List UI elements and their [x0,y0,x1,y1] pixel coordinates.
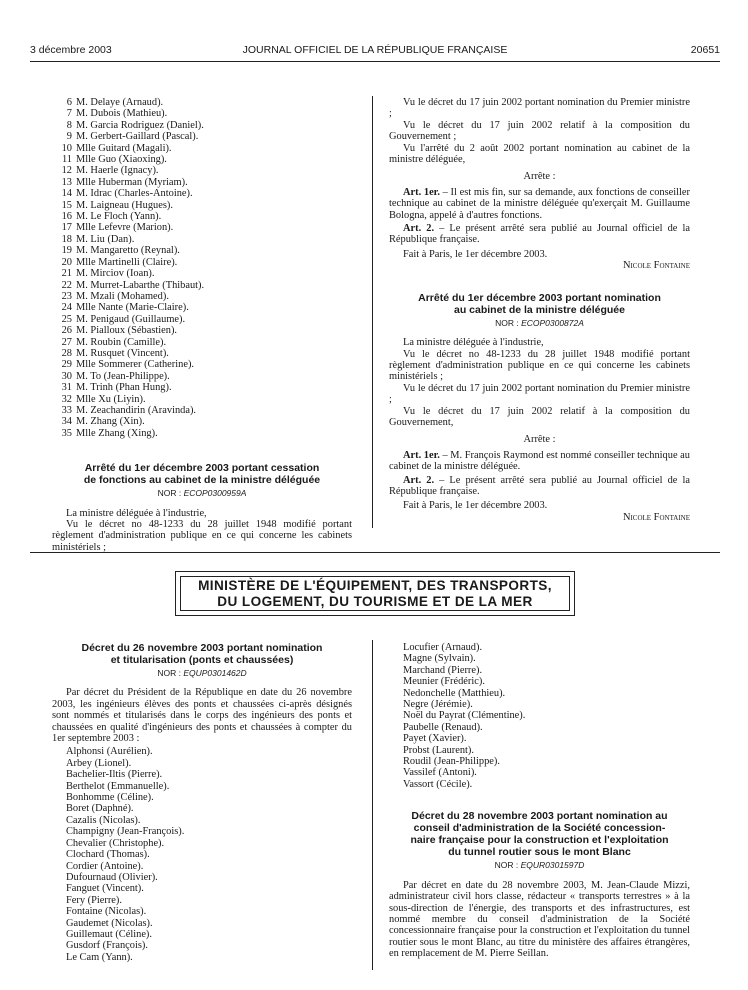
list-item-number: 22 [61,279,72,291]
list-item [52,143,352,154]
list-item-text: M. Pialloux (Sébastien). [76,325,178,337]
list-item [52,211,352,222]
list-item: Fanguet (Vincent). [66,883,144,895]
lower-right-column [389,642,690,960]
list-item-text: M. Zeachandirin (Aravinda). [76,404,197,416]
list-item: Meunier (Frédéric). [403,676,485,688]
list-item-text: M. Garcia Rodriguez (Daniel). [76,119,204,131]
decret-titularisation-title: Décret du 26 novembre 2003 portant nomination et titularisation (ponts et chaussées) [81,642,323,666]
list-item-number: 35 [61,427,72,439]
list-item: Fery (Pierre). [66,894,122,906]
list-item: Probst (Laurent). [403,744,474,756]
column-divider-top [372,96,373,528]
arrete-cessation-title: Arrêté du 1er décembre 2003 portant cessation de fonctions au cabinet de la ministre déléguée [83,462,321,487]
list-item: Alphonsi (Aurélien). [66,746,153,758]
list-item: Le Cam (Yann). [66,951,133,963]
article-2: Art. 2. – Le présent arrêté sera publié au Journal officiel de la République française. [389,223,690,246]
list-item [52,371,352,382]
paragraph: Vu le décret du 17 juin 2002 portant nomination du Premier ministre ; [389,97,690,120]
list-item-number: 7 [66,108,72,120]
list-item-text: Mlle Guitard (Magali). [76,142,172,154]
list-item-number: 24 [61,302,72,314]
list-item: Payet (Xavier). [403,733,467,745]
list-item [52,337,352,348]
list-item-text: M. Mirciov (Ioan). [76,268,155,280]
list-item-number: 8 [66,119,72,131]
list-item-number: 13 [61,176,72,188]
list-item [52,154,352,165]
list-item-text: M. Zhang (Xin). [76,416,145,428]
list-item: Cordier (Antoine). [66,860,144,872]
list-item [52,188,352,199]
decret-tunnel-title: Décret du 28 novembre 2003 portant nomination au conseil d'administration de la Société concession- naire française pour la construction et l'exploitation du tunnel routier sous le mont Blanc [410,810,669,859]
paragraph: Par décret en date du 28 novembre 2003, M. Jean-Claude Mizzi, administrateur civil hors classe, rédacteur « transports terrestres » à la sous-direction de l'énergie, des transports et des infrastructures, est nommé membre du conseil d'administration de la Société concessionnaire française pour la construction et l'exploitation du tunnel routier sous le mont Blanc, au titre du ministère des affaires étrangères, en remplacement de M. Pierre Seillan. [389,879,690,960]
list-item-number: 12 [61,165,72,177]
paragraph: Vu le décret no 48-1233 du 28 juillet 1948 modifié portant règlement d'administration publique en ce qui concerne les cabinets ministériels ; [389,348,690,383]
list-item-number: 28 [61,347,72,359]
list-item-text: M. Laigneau (Hugues). [76,199,173,211]
list-item: Roudil (Jean-Philippe). [403,756,500,768]
list-item-number: 6 [66,97,72,108]
list-item [52,359,352,370]
decret-tunnel-nor: NOR : EQUR0301597D [494,860,585,871]
list-item-number: 18 [61,233,72,245]
list-item [52,348,352,359]
ministry-name-line2: DU LOGEMENT, DU TOURISME ET DE LA MER [217,593,533,609]
list-item-text: M. Mangaretto (Reynal). [76,245,180,257]
list-item [52,302,352,313]
list-item-number: 20 [61,256,72,268]
list-item-text: Mlle Nante (Marie-Claire). [76,302,189,314]
arrete-heading: Arrête : [523,171,556,183]
list-item [52,177,352,188]
list-item-number: 10 [61,142,72,154]
article-1: Art. 1er. – M. François Raymond est nommé conseiller technique au cabinet de la ministre déléguée. [389,449,690,473]
list-item-number: 15 [61,199,72,211]
list-item: Locufier (Arnaud). [403,642,483,653]
list-item: Fontaine (Nicolas). [66,906,147,918]
arrete-heading: Arrête : [523,434,556,446]
appointee-list [52,97,352,439]
list-item-number: 11 [61,154,72,166]
article-1: Art. 1er. – Il est mis fin, sur sa demande, aux fonctions de conseiller technique au cabinet de la ministre déléguée qu'exerçait M. Guillaume Bologna, appelé à d'autres fonctions. [389,186,690,221]
list-item [52,222,352,233]
paragraph: Vu le décret no 48-1233 du 28 juillet 1948 modifié portant règlement d'administration publique en ce qui concerne les cabinets ministériels ; [52,519,352,553]
engineer-name-list [52,746,352,963]
list-item: Gusdorf (François). [66,940,148,952]
list-item-text: Mlle Martinelli (Claire). [76,256,178,268]
paragraph: Par décret du Président de la République en date du 26 novembre 2003, les ingénieurs élèves des ponts et chaussées ci-après désignés sont nommés et titularisés dans le corps des ingénieurs des ponts et chaussées en qualité d'ingénieurs des ponts et chaussées à compter du 1er septembre 2003 : [52,687,352,745]
list-item-text: Mlle Lefevre (Marion). [76,222,174,234]
list-item-number: 14 [61,188,72,200]
list-item-text: M. Penigaud (Guillaume). [76,313,186,325]
signature: Nicole Fontaine [622,511,690,523]
list-item: Champigny (Jean-François). [66,826,185,838]
list-item: Bachelier-Iltis (Pierre). [66,769,163,781]
list-item [52,234,352,245]
list-item-text: Mlle Guo (Xiaoxing). [76,154,167,166]
list-item [52,280,352,291]
decret-titularisation-nor: NOR : EQUP0301462D [157,668,247,678]
fait-a-paris: Fait à Paris, le 1er décembre 2003. [403,500,548,512]
list-item-number: 26 [61,325,72,337]
list-item: Vassilef (Antoni). [403,767,477,779]
list-item: Berthelot (Emmanuelle). [66,780,170,792]
ministry-banner [175,571,575,616]
list-item-number: 32 [61,393,72,405]
list-item-text: M. To (Jean-Philippe). [76,370,170,382]
list-item-text: Mlle Sommerer (Catherine). [76,359,195,371]
list-item-text: Mlle Xu (Liyin). [76,393,146,405]
running-header [30,44,720,58]
list-item-number: 25 [61,313,72,325]
column-divider-bottom [372,640,373,970]
engineer-name-list-continued [389,642,690,790]
list-item-text: M. Delaye (Arnaud). [76,97,164,108]
list-item-text: M. Trinh (Phan Hung). [76,382,172,394]
arrete-nomination-title: Arrêté du 1er décembre 2003 portant nomination au cabinet de la ministre déléguée [418,291,661,316]
list-item [52,382,352,393]
list-item: Arbey (Lionel). [66,757,132,769]
list-item-number: 19 [61,245,72,257]
paragraph: La ministre déléguée à l'industrie, [403,337,544,349]
list-item [52,245,352,256]
list-item [52,405,352,416]
list-item [52,314,352,325]
upper-left-column [52,97,352,553]
list-item: Nedonchelle (Matthieu). [403,687,506,699]
list-item-text: Mlle Huberman (Myriam). [76,176,188,188]
arrete-nomination-nor: NOR : ECOP0300872A [495,317,584,328]
list-item: Cazalis (Nicolas). [66,814,141,826]
header-page-number: 20651 [690,44,720,56]
list-item [52,257,352,268]
list-item [52,120,352,131]
list-item [52,325,352,336]
header-journal-title: JOURNAL OFFICIEL DE LA RÉPUBLIQUE FRANÇAISE [242,44,508,56]
fait-a-paris: Fait à Paris, le 1er décembre 2003. [403,248,548,260]
list-item [52,200,352,211]
list-item: Bonhomme (Céline). [66,792,154,804]
list-item-text: M. Roubin (Camille). [76,336,167,348]
list-item: Guillemaut (Céline). [66,928,152,940]
list-item-number: 27 [61,336,72,348]
list-item-text: M. Murret-Labarthe (Thibaut). [76,279,205,291]
signature: Nicole Fontaine [622,260,690,272]
list-item [52,416,352,427]
article-2: Art. 2. – Le présent arrêté sera publié au Journal officiel de la République française. [389,474,690,497]
list-item-text: M. Dubois (Mathieu). [76,108,168,120]
list-item-text: M. Gerbert-Gaillard (Pascal). [76,131,199,143]
list-item-number: 33 [61,404,72,416]
ministry-name-line1: MINISTÈRE DE L'ÉQUIPEMENT, DES TRANSPORTS, [198,577,552,593]
list-item [52,268,352,279]
list-item-number: 9 [66,131,72,143]
list-item-text: M. Idrac (Charles-Antoine). [76,188,193,200]
header-date: 3 décembre 2003 [30,44,112,56]
list-item: Magne (Sylvain). [403,653,476,665]
list-item [52,165,352,176]
list-item [52,131,352,142]
list-item-number: 23 [61,290,72,302]
list-item: Chevalier (Christophe). [66,837,165,849]
list-item-number: 29 [61,359,72,371]
list-item-text: M. Rusquet (Vincent). [76,347,169,359]
list-item-number: 30 [61,370,72,382]
list-item: Negre (Jérémie). [403,699,473,711]
list-item: Clochard (Thomas). [66,849,150,861]
list-item: Boret (Daphné). [66,803,134,815]
header-rule [30,61,720,62]
list-item-text: M. Liu (Dan). [76,233,135,245]
list-item: Noël du Payrat (Clémentine). [403,710,526,722]
list-item: Dufournaud (Olivier). [66,871,158,883]
list-item: Paubelle (Renaud). [403,721,483,733]
paragraph: Vu le décret du 17 juin 2002 portant nomination du Premier ministre ; [389,382,690,406]
list-item [52,291,352,302]
upper-right-column [389,97,690,523]
list-item [52,108,352,119]
list-item: Gaudemet (Nicolas). [66,917,153,929]
section-rule [30,552,720,553]
paragraph: Vu le décret du 17 juin 2002 relatif à la composition du Gouvernement, [389,405,690,428]
list-item: Vassort (Cécile). [403,778,473,790]
list-item [52,428,352,439]
list-item-number: 16 [61,211,72,223]
list-item-text: Mlle Zhang (Xing). [76,427,158,439]
list-item-number: 21 [61,268,72,280]
list-item-number: 34 [61,416,72,428]
list-item-number: 31 [61,382,72,394]
list-item-text: M. Haerle (Ignacy). [76,165,159,177]
paragraph: Vu le décret du 17 juin 2002 relatif à la composition du Gouvernement ; [389,119,690,143]
list-item-number: 17 [61,222,72,234]
paragraph: La ministre déléguée à l'industrie, [66,507,207,519]
lower-left-column [52,642,352,963]
list-item [52,394,352,405]
arrete-cessation-nor: NOR : ECOP0300959A [157,488,247,499]
list-item: Marchand (Pierre). [403,664,483,676]
paragraph: Vu l'arrêté du 2 août 2002 portant nomination au cabinet de la ministre déléguée, [389,142,690,166]
list-item [52,97,352,108]
list-item-text: M. Mzali (Mohamed). [76,290,169,302]
list-item-text: M. Le Floch (Yann). [76,211,162,223]
